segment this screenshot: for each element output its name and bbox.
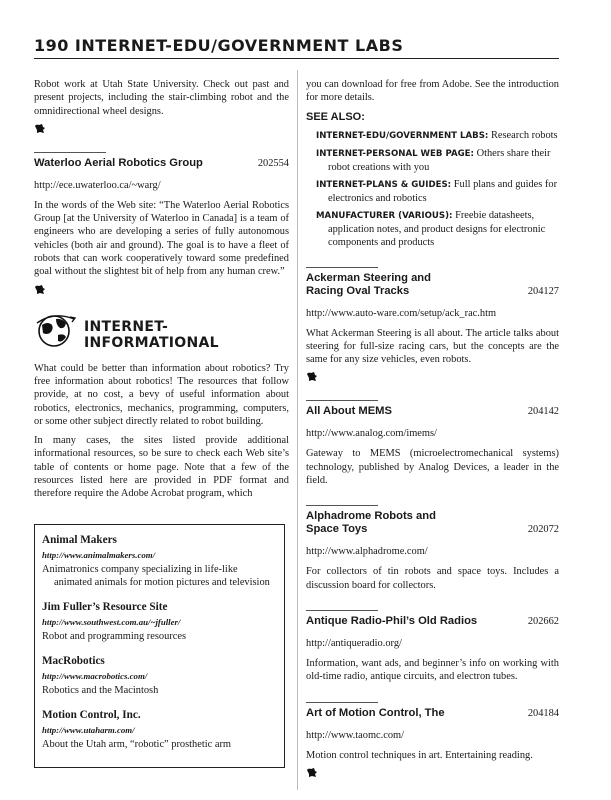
entry-code: 204184: [527, 707, 559, 719]
see-also-item: [316, 178, 559, 205]
entry-url[interactable]: http://ece.uwaterloo.ca/~warg/: [34, 179, 161, 191]
see-also-item: [316, 129, 559, 143]
box-entry: [42, 708, 278, 751]
entry-url[interactable]: http://www.taomc.com/: [306, 729, 405, 741]
column-divider: [297, 70, 298, 790]
robot-head-icon: [306, 372, 559, 382]
entry-code: 202662: [527, 615, 559, 627]
entry-title: All About MEMS: [306, 405, 392, 418]
box-entry-desc: About the Utah arm, “robotic” prosthetic arm: [42, 739, 231, 750]
entry-description: Gateway to MEMS (microelectromechanical systems) technology, published by Analog Devices, a leader in the field.: [306, 448, 559, 487]
box-entry-name: Animal Makers: [42, 534, 117, 546]
entry-rule: [306, 702, 378, 703]
see-also-key: INTERNET-PLANS & GUIDES:: [316, 179, 452, 190]
page-header: [34, 36, 559, 59]
see-also-text: Research robots: [490, 129, 558, 141]
entry-url[interactable]: http://www.alphadrome.com/: [306, 546, 428, 558]
entry-code: 202554: [257, 157, 289, 169]
right-column: [306, 78, 559, 786]
see-also-key: INTERNET-EDU/GOVERNMENT LABS:: [316, 130, 489, 141]
entry-ackerman: [306, 272, 559, 298]
page-number: 190: [34, 36, 69, 55]
entry-title: Alphadrome Robots and Space Toys: [306, 510, 436, 536]
see-also-text: Freebie datasheets, application notes, and product designs for electronic components and products: [328, 209, 546, 248]
see-also-item: [316, 147, 559, 174]
see-also-text: Full plans and guides for electronics and robotics: [328, 178, 558, 204]
entry-motion-control-art: [306, 707, 559, 720]
entry-description: In the words of the Web site: “The Waterloo Aerial Robotics Group [at the University of Waterloo in Canada] is a team of engineers who are developing a series of fully autonomous vehicles (both air and ground). The goal is to have a fleet of robots that can work cooperatively toward some predefined goal without the slightest bit of help from any human crew.”: [34, 199, 289, 278]
box-entry-url[interactable]: http://www.macrobotics.com/: [42, 671, 148, 681]
section-heading: [34, 309, 289, 354]
box-entry-desc: Animatronics company specializing in life-like animated animals for motion pictures and television: [42, 564, 270, 588]
robot-head-icon: [34, 285, 289, 295]
entry-rule: [34, 152, 106, 153]
entry-mems: [306, 405, 559, 418]
box-entry-name: Jim Fuller’s Resource Site: [42, 601, 168, 613]
entry-rule: [306, 400, 378, 401]
see-also-item: [316, 209, 559, 249]
box-entry-desc: Robot and programming resources: [42, 631, 186, 642]
entry-alphadrome: [306, 510, 559, 536]
see-also-heading: SEE ALSO:: [306, 110, 365, 123]
entry-rule: [306, 610, 378, 611]
entry-code: 204142: [527, 406, 559, 418]
globe-icon: [34, 309, 78, 354]
box-entry-name: MacRobotics: [42, 655, 105, 667]
entry-antique-radio: [306, 615, 559, 628]
box-entry: [42, 533, 278, 589]
robot-head-icon: [306, 768, 559, 778]
box-entry-desc: Robotics and the Macintosh: [42, 685, 159, 696]
chapter-title: INTERNET-EDU/GOVERNMENT LABS: [74, 36, 404, 55]
entry-waterloo: [34, 157, 289, 170]
entry-description: Information, want ads, and beginner’s info on working with old-time radio, antique circuits, and electron tubes.: [306, 657, 559, 683]
entry-description: Motion control techniques in art. Entertaining reading.: [306, 749, 533, 761]
continuation-paragraph: you can download for free from Adobe. See the introduction for more details.: [306, 79, 559, 104]
entry-title: Art of Motion Control, The: [306, 706, 445, 719]
entry-title: Ackerman Steering and Racing Oval Tracks: [306, 271, 431, 297]
box-entry-name: Motion Control, Inc.: [42, 709, 141, 721]
box-entry-url[interactable]: http://www.animalmakers.com/: [42, 550, 156, 560]
entry-description: What Ackerman Steering is all about. The article talks about steering for full-size racing cars, but the concepts are the same for any size vehicles, even robots.: [306, 327, 559, 366]
box-entry: [42, 654, 278, 697]
intro-paragraph: Robot work at Utah State University. Check out past and present projects, including the stair-climbing robot and the omnidirectional wheel designs.: [34, 79, 289, 117]
left-column: [34, 78, 289, 507]
entry-title: Waterloo Aerial Robotics Group: [34, 156, 203, 169]
entry-rule: [306, 505, 378, 506]
entry-rule: [306, 267, 378, 268]
entry-code: 204127: [527, 285, 559, 297]
entry-url[interactable]: http://www.auto-ware.com/setup/ack_rac.htm: [306, 307, 497, 319]
see-also-key: INTERNET-PERSONAL WEB PAGE:: [316, 148, 474, 159]
see-also-key: MANUFACTURER (VARIOUS):: [316, 210, 453, 221]
section-paragraph-2: In many cases, the sites listed provide additional informational resources, so be sure to check each Web site’s table of contents or home page. Note that a few of the resources listed here are provided in PDF format and therefore require the Adobe Acrobat program, which: [34, 435, 289, 500]
section-paragraph-1: What could be better than information about robotics? Try free information about robotics! The resources that follow provide, at no cost, a bevy of useful information about robotics, electronics, mechanics, programming, computers, or some other subject directly related to robot building.: [34, 362, 289, 427]
box-entry-url[interactable]: http://www.utaharm.com/: [42, 725, 135, 735]
see-also-text: Others share their robot creations with you: [328, 147, 551, 173]
entry-url[interactable]: http://antiqueradio.org/: [306, 637, 402, 649]
entry-url[interactable]: http://www.analog.com/imems/: [306, 428, 437, 440]
entry-code: 202072: [527, 524, 559, 536]
box-entry-url[interactable]: http://www.southwest.com.au/~jfuller/: [42, 617, 181, 627]
entry-description: For collectors of tin robots and space toys. Includes a discussion board for collectors.: [306, 566, 559, 591]
robot-head-icon: [34, 124, 289, 134]
resource-box: [34, 524, 285, 768]
box-entry: [42, 600, 278, 643]
section-title: INTERNET-INFORMATIONAL: [84, 319, 219, 352]
entry-title: Antique Radio-Phil’s Old Radios: [306, 614, 478, 627]
